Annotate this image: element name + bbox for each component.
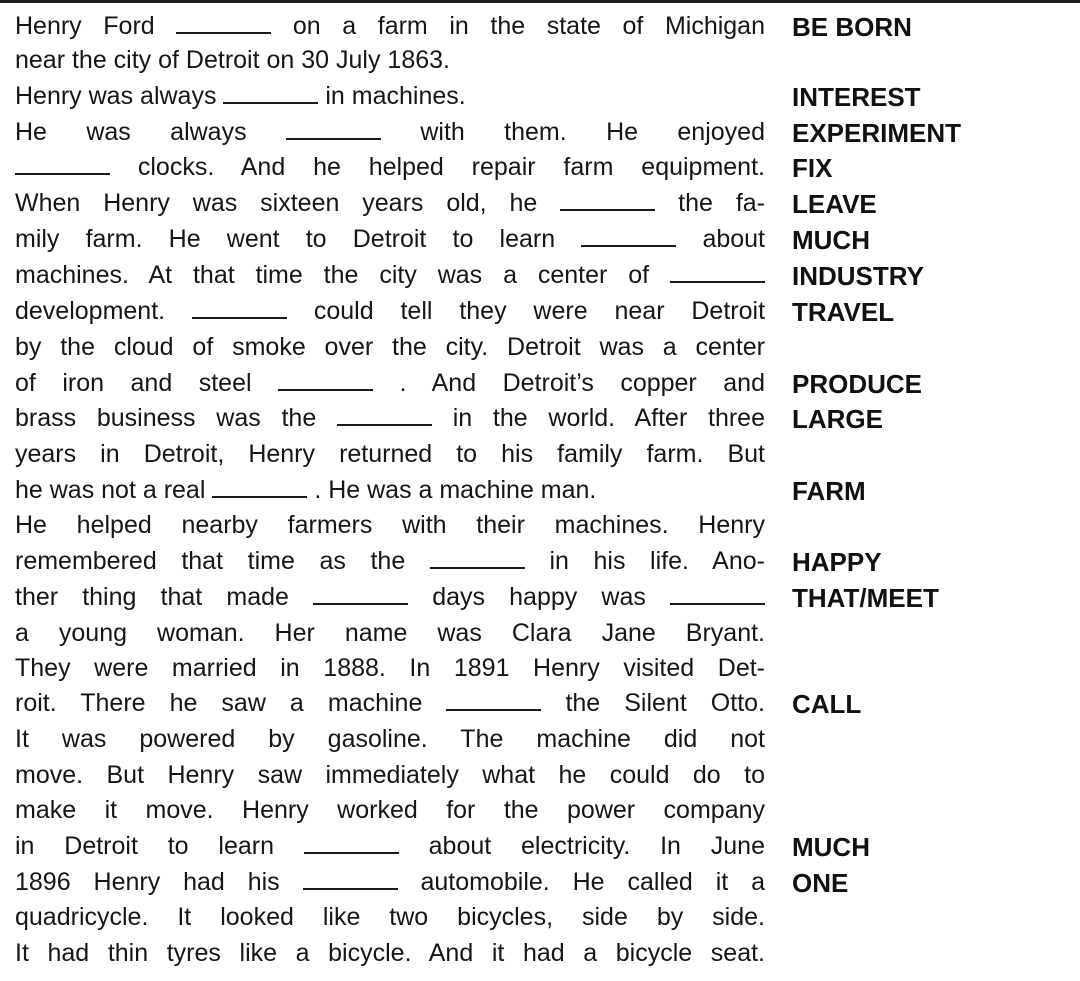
line-text: development.: [15, 297, 166, 325]
line-text: about: [702, 225, 765, 253]
line-text: ther thing that made: [15, 583, 289, 611]
keyword-prompt: LEAVE: [792, 189, 877, 219]
line-text: He helped nearby farmers with their machines. Henry: [15, 511, 765, 539]
line-text: It had thin tyres like a bicycle. And it had a bicycle seat.: [15, 939, 765, 967]
line-text: he was not a real: [15, 476, 206, 504]
line-text: a young woman. Her name was Clara Jane Bryant.: [15, 619, 765, 647]
keyword-prompt: MUCH: [792, 225, 870, 255]
answer-blank[interactable]: [15, 151, 110, 175]
line-text: on a farm in the state of Michigan: [292, 12, 765, 40]
line-text: It was powered by gasoline. The machine did not: [15, 725, 765, 753]
line-text: . And Detroit’s copper and: [399, 369, 765, 397]
line-text: make it move. Henry worked for the power company: [15, 796, 765, 824]
answer-blank[interactable]: [337, 402, 432, 426]
answer-blank[interactable]: [278, 367, 373, 391]
line-text: move. But Henry saw immediately what he could do to: [15, 761, 765, 789]
line-text: by the cloud of smoke over the city. Detroit was a center: [15, 333, 765, 361]
answer-blank[interactable]: [286, 116, 381, 140]
line-text: with them. He enjoyed: [420, 118, 765, 146]
answer-blank[interactable]: [313, 581, 408, 605]
answer-blank[interactable]: [303, 866, 398, 890]
line-text: in machines.: [325, 82, 466, 110]
passage-line: [15, 437, 765, 471]
line-text: quadricycle. It looked like two bicycles, side by side.: [15, 903, 765, 931]
keyword-prompt: BE BORN: [792, 12, 912, 42]
answer-blank[interactable]: [212, 474, 307, 498]
keyword-prompt: LARGE: [792, 404, 883, 434]
line-text: years in Detroit, Henry returned to his family farm. But: [15, 440, 765, 468]
keyword-prompt: MUCH: [792, 832, 870, 862]
line-text: the Silent Otto.: [565, 689, 765, 717]
answer-blank[interactable]: [304, 830, 399, 854]
passage-line: [15, 330, 765, 364]
passage-line: [15, 936, 765, 970]
passage-line: [15, 473, 765, 507]
passage-line: [15, 115, 765, 149]
passage-line: [15, 79, 765, 113]
passage-line: [15, 401, 765, 435]
answer-blank[interactable]: [446, 687, 541, 711]
answer-blank[interactable]: [670, 581, 765, 605]
line-text: mily farm. He went to Detroit to learn: [15, 225, 556, 253]
line-text: 1896 Henry had his: [15, 868, 280, 896]
line-text: the fa-: [678, 189, 765, 217]
line-text: of iron and steel: [15, 369, 252, 397]
passage-line: [15, 793, 765, 827]
line-text: in Detroit to learn: [15, 832, 274, 860]
answer-blank[interactable]: [430, 545, 525, 569]
passage-line: [15, 258, 765, 292]
line-text: automobile. He called it a: [420, 868, 765, 896]
line-text: machines. At that time the city was a center of: [15, 261, 650, 289]
top-border-rule: [0, 0, 1080, 3]
passage-line: [15, 43, 765, 77]
passage-line: [15, 186, 765, 220]
keyword-prompt: INDUSTRY: [792, 261, 924, 291]
answer-blank[interactable]: [670, 259, 765, 283]
passage-line: [15, 544, 765, 578]
line-text: When Henry was sixteen years old, he: [15, 189, 538, 217]
line-text: roit. There he saw a machine: [15, 689, 423, 717]
passage-line: [15, 865, 765, 899]
keyword-prompt: EXPERIMENT: [792, 118, 962, 148]
passage-line: [15, 366, 765, 400]
line-text: about electricity. In June: [428, 832, 765, 860]
passage-line: [15, 222, 765, 256]
line-text: They were married in 1888. In 1891 Henry visited Det-: [15, 654, 765, 682]
line-text: He was always: [15, 118, 247, 146]
line-text: in his life. Ano-: [549, 547, 765, 575]
line-text: Henry was always: [15, 82, 217, 110]
keyword-prompt: TRAVEL: [792, 297, 895, 327]
line-text: could tell they were near Detroit: [313, 297, 765, 325]
passage-line: [15, 651, 765, 685]
passage-line: [15, 722, 765, 756]
line-text: days happy was: [432, 583, 646, 611]
passage-line: [15, 900, 765, 934]
keyword-prompt: THAT/MEET: [792, 583, 939, 613]
answer-blank[interactable]: [192, 295, 287, 319]
passage-line: [15, 758, 765, 792]
line-text: remembered that time as the: [15, 547, 406, 575]
passage-line: [15, 616, 765, 650]
keyword-prompt: CALL: [792, 689, 862, 719]
passage-line: [15, 150, 765, 184]
keyword-prompt: PRODUCE: [792, 369, 923, 399]
line-text: near the city of Detroit on 30 July 1863.: [15, 46, 450, 74]
keyword-prompt: INTEREST: [792, 82, 921, 112]
passage-line: [15, 9, 765, 43]
line-text: in the world. After three: [452, 404, 765, 432]
answer-blank[interactable]: [223, 80, 318, 104]
answer-blank[interactable]: [581, 223, 676, 247]
answer-blank[interactable]: [560, 187, 655, 211]
line-text: . He was a machine man.: [314, 476, 597, 504]
passage-line: [15, 686, 765, 720]
line-text: brass business was the: [15, 404, 317, 432]
keyword-prompt: FARM: [792, 476, 866, 506]
passage-line: [15, 508, 765, 542]
answer-blank[interactable]: [176, 10, 271, 34]
passage-line: [15, 829, 765, 863]
keyword-prompt: ONE: [792, 868, 849, 898]
passage-line: [15, 580, 765, 614]
passage-line: [15, 294, 765, 328]
keyword-prompt: HAPPY: [792, 547, 882, 577]
keyword-prompt: FIX: [792, 153, 833, 183]
line-text: clocks. And he helped repair farm equipment.: [137, 153, 765, 181]
line-text: Henry Ford: [15, 12, 155, 40]
